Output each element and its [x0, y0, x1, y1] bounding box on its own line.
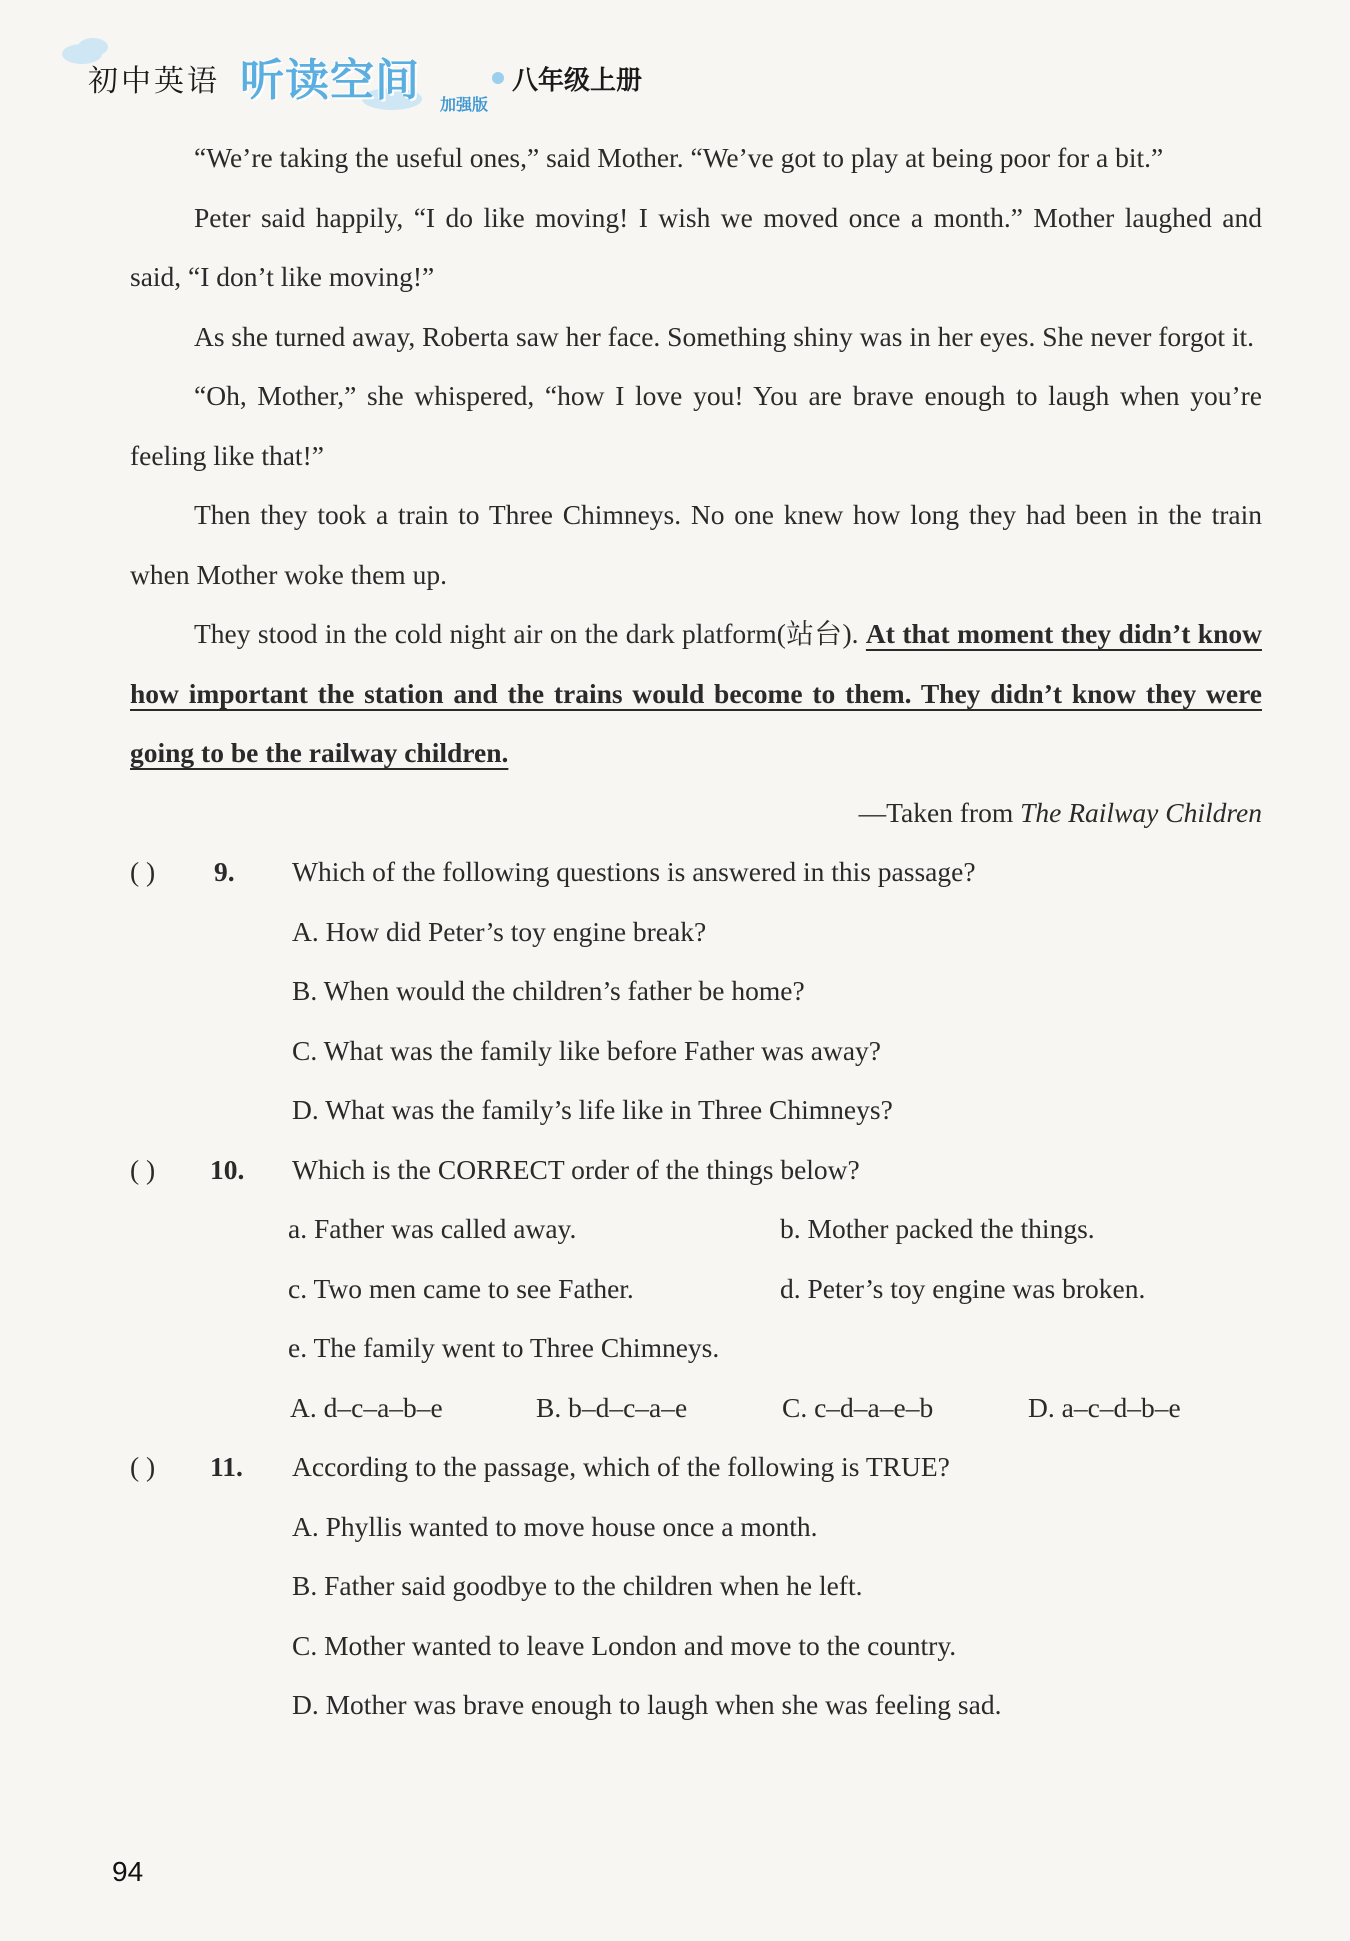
option-d: D. Mother was brave enough to laugh when she was feeling sad. [292, 1689, 1002, 1720]
passage-content [130, 128, 1262, 1735]
event-row [130, 1199, 1262, 1259]
passage-paragraph: “We’re taking the useful ones,” said Mother. “We’ve got to play at being poor for a bit.” [194, 142, 1164, 173]
question-text: According to the passage, which of the following is TRUE? [292, 1451, 950, 1482]
passage-paragraph: Peter said happily, “I do like moving! I wish we moved once a month.” Mother laughed and said, “I don’t like moving!” [130, 201, 1262, 292]
question-number: 11. [210, 1451, 243, 1482]
answer-blank[interactable]: ( ) [130, 856, 156, 887]
option-c: C. c–d–a–e–b [782, 1391, 934, 1423]
option-c: C. Mother wanted to leave London and move to the country. [292, 1629, 957, 1661]
options-row [130, 1378, 1262, 1438]
header-series-name: 初中英语 [88, 64, 220, 99]
page-header [62, 38, 702, 118]
bullet-dot-icon [492, 72, 504, 84]
event-d: d. Peter’s toy engine was broken. [780, 1272, 1146, 1304]
header-grade: 八年级上册 [512, 66, 643, 96]
passage-paragraph-final [130, 604, 1262, 783]
option-b: B. Father said goodbye to the children when he left. [292, 1570, 863, 1601]
option-c: C. What was the family like before Father was away? [292, 1034, 882, 1066]
question-11 [130, 1437, 1262, 1497]
passage-paragraph: “Oh, Mother,” she whispered, “how I love you! You are brave enough to laugh when you’re feeling like that!” [130, 380, 1262, 471]
source-citation [130, 783, 1262, 843]
cloud-decoration-icon [78, 38, 108, 56]
event-c: c. Two men came to see Father. [288, 1272, 634, 1304]
passage-paragraph: As she turned away, Roberta saw her face. Something shiny was in her eyes. She never forgot it. [194, 320, 1254, 352]
event-e: e. The family went to Three Chimneys. [288, 1332, 720, 1363]
final-plain-text: They stood in the cold night air on the dark platform(站台). [194, 618, 866, 649]
event-b: b. Mother packed the things. [780, 1213, 1095, 1244]
option-b: B. When would the children’s father be home? [292, 975, 805, 1006]
question-number: 9. [214, 856, 235, 887]
event-row [130, 1318, 1262, 1378]
question-text: Which of the following questions is answered in this passage? [292, 856, 976, 887]
option-d: D. a–c–d–b–e [1028, 1391, 1181, 1423]
question-9 [130, 842, 1262, 902]
option-b: B. b–d–c–a–e [536, 1391, 688, 1423]
option-a: A. How did Peter’s toy engine break? [292, 915, 707, 947]
question-text: Which is the CORRECT order of the things below? [292, 1153, 860, 1185]
event-a: a. Father was called away. [288, 1213, 577, 1244]
source-title: The Railway Children [1020, 796, 1262, 828]
source-prefix: —Taken from [858, 796, 1021, 828]
highlighted-sentence: At that moment they didn’t know how important the station and the trains would become to them. They didn’t know they were going to be the railway children. [130, 618, 1262, 768]
page-number: 94 [112, 1856, 144, 1887]
option-d: D. What was the family’s life like in Three Chimneys? [292, 1094, 893, 1125]
event-row [130, 1259, 1262, 1319]
passage-paragraph: Then they took a train to Three Chimneys. No one knew how long they had been in the train when Mother woke them up. [130, 499, 1262, 590]
header-logo: 听读空间 [240, 55, 420, 106]
header-edition: 加强版 [440, 95, 489, 114]
question-number: 10. [210, 1153, 245, 1185]
question-10 [130, 1140, 1262, 1200]
answer-blank[interactable]: ( ) [130, 1451, 156, 1482]
option-a: A. Phyllis wanted to move house once a month. [292, 1510, 818, 1542]
option-a: A. d–c–a–b–e [290, 1391, 443, 1423]
answer-blank[interactable]: ( ) [130, 1153, 156, 1185]
